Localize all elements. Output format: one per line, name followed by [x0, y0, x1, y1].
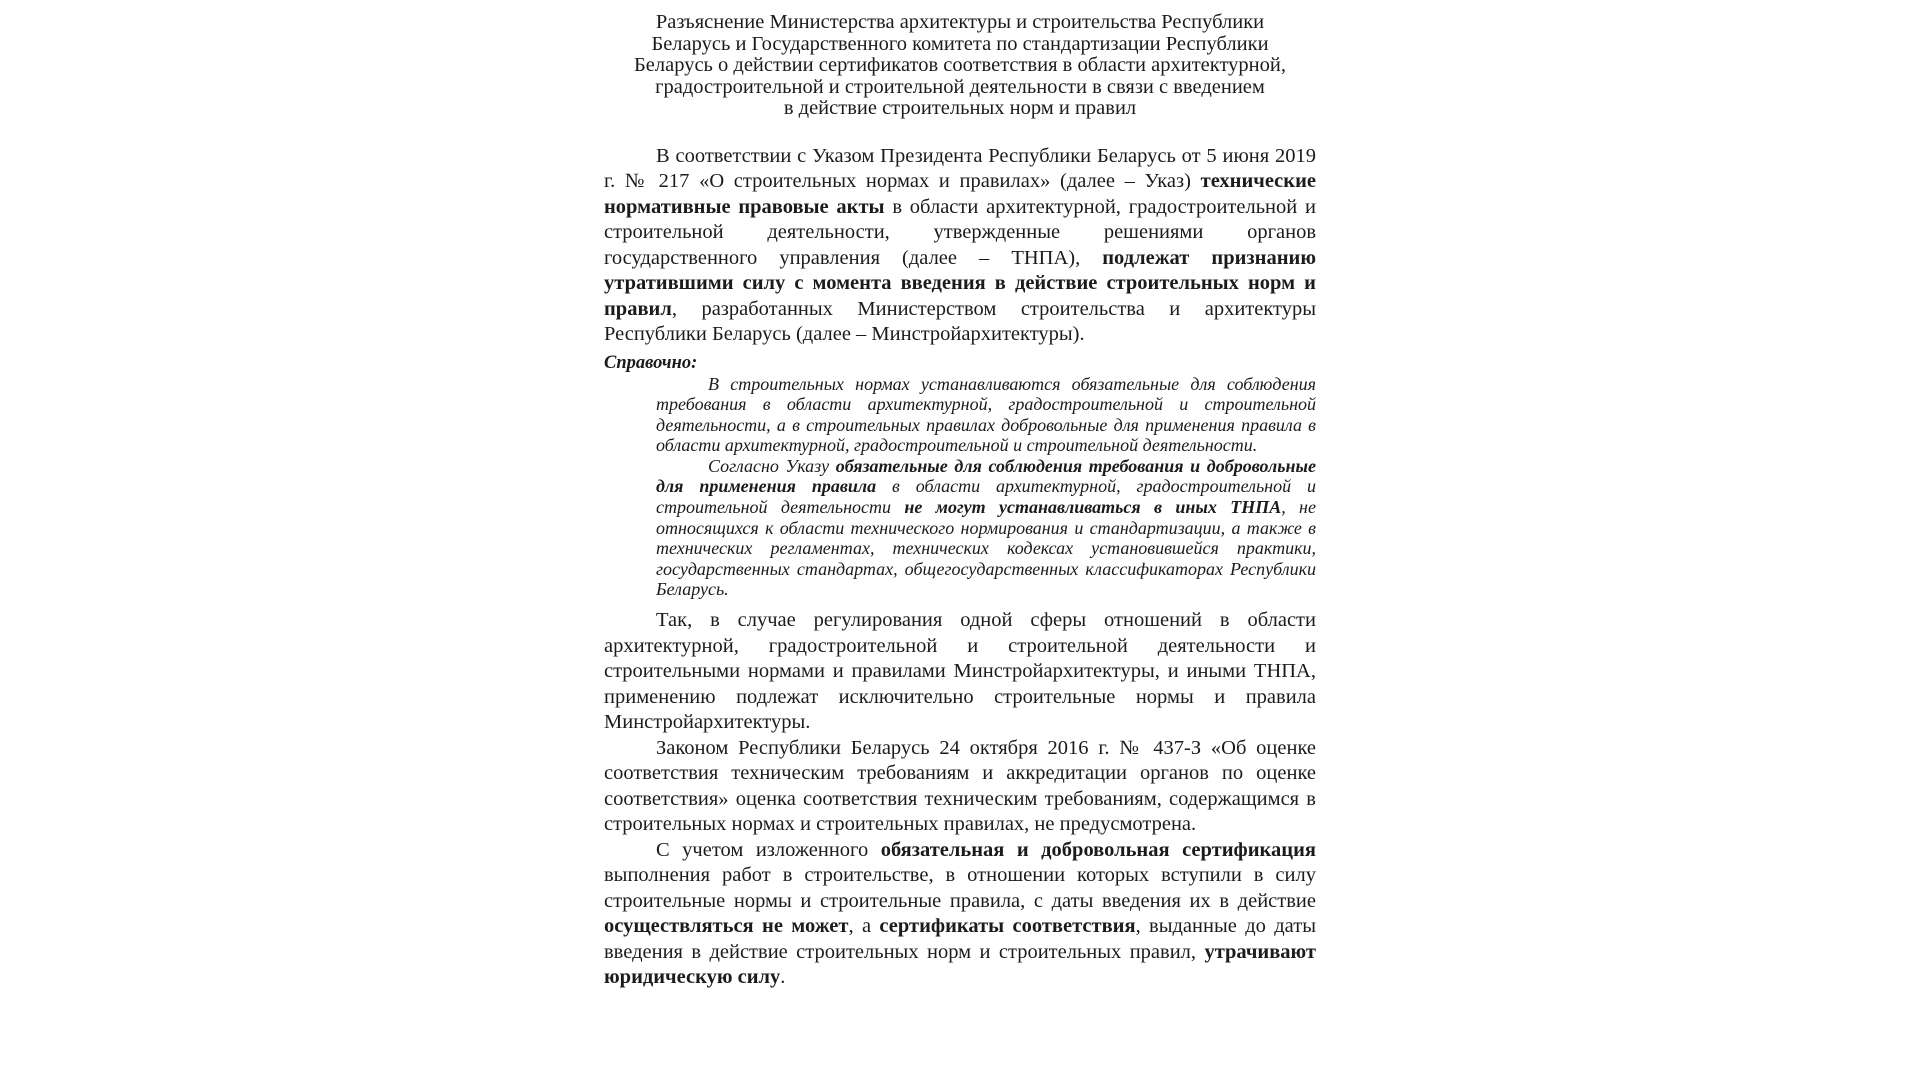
paragraph-certification	[604, 838, 1316, 991]
document-title	[604, 12, 1316, 120]
text-run: В соответствии с Указом Президента Республики Беларусь от 5 июня 2019 г. № 217 «О строительных нормах и правилах» (далее – Указ)	[604, 144, 1316, 192]
text-run: , не относящихся к области технического нормирования и стандартизации, а также в технических регламентах, технических кодексах установившейся практики, государственных стандартах, общегосударственных классификаторах Республики Беларусь.	[656, 497, 1316, 600]
bold-run: подлежат признанию утратившими силу с момента введения в действие строительных норм и правил	[604, 246, 1316, 320]
paragraph-regulation: Так, в случае регулирования одной сферы отношений в области архитектурной, градостроительной и строительной деятельности и строительными нормами и правилами Минстройархитектуры, и иными ТНПА, применению подлежат исключительно строительные нормы и правила Минстройархитектуры.	[604, 609, 1316, 734]
text-run: в области архитектурной, градостроительной и строительной деятельности	[656, 476, 1317, 518]
title-line: Разъяснение Министерства архитектуры и строительства Республики	[655, 11, 1265, 33]
bold-run: осуществляться не может	[604, 915, 849, 938]
text-run: С учетом изложенного	[656, 838, 881, 861]
text-run: .	[780, 966, 786, 989]
text-run: , разработанных Министерством строительства и архитектуры Республики Беларусь (далее – Минстройархитектуры).	[604, 297, 1316, 345]
bold-run: сертификаты соответствия	[879, 915, 1136, 938]
bold-run: обязательная и добровольная сертификация	[880, 838, 1316, 861]
bold-run: обязательные для соблюдения требования и добровольные для применения правила	[656, 455, 1316, 497]
text-run: Согласно Указу	[708, 455, 836, 476]
text-run: в области архитектурной, градостроительной и строительной деятельности, утвержденные решениями органов государственного управления (далее – ТНПА),	[604, 195, 1316, 269]
text-run: , а	[848, 915, 880, 938]
reference-label: Справочно:	[604, 352, 698, 373]
note-paragraph	[656, 456, 1316, 600]
bold-run: технические нормативные правовые акты	[604, 170, 1316, 218]
text-run: , выданные до даты введения в действие строительных норм и строительных правил,	[604, 915, 1316, 963]
title-line: Беларусь и Государственного комитета по стандартизации Республики	[651, 32, 1269, 55]
document-page	[604, 12, 1316, 991]
bold-run: не могут устанавливаться в иных ТНПА	[904, 497, 1282, 518]
text-run: выполнения работ в строительстве, в отношении которых вступили в силу строительные нормы и строительные правила, с даты введения их в действие	[604, 864, 1316, 912]
bold-run: утрачивают юридическую силу	[604, 940, 1316, 989]
title-line: в действие строительных норм и правил	[783, 97, 1137, 119]
paragraph-law: Законом Республики Беларусь 24 октября 2016 г. № 437-З «Об оценке соответствия техническим требованиям и аккредитации органов по оценке соответствия» оценка соответствия техническим требованиям, содержащимся в строительных нормах и строительных правилах, не предусмотрена.	[604, 736, 1316, 836]
reference-note	[656, 374, 1316, 601]
title-line: Беларусь о действии сертификатов соответствия в области архитектурной,	[634, 54, 1286, 76]
title-line: градостроительной и строительной деятельности в связи с введением	[655, 75, 1265, 98]
paragraph-decree	[604, 144, 1316, 348]
note-paragraph: В строительных нормах устанавливаются обязательные для соблюдения требования в области архитектурной, градостроительной и строительной деятельности, а в строительных правилах добровольные для применения правила в области архитектурной, градостроительной и строительной деятельности.	[656, 373, 1316, 456]
